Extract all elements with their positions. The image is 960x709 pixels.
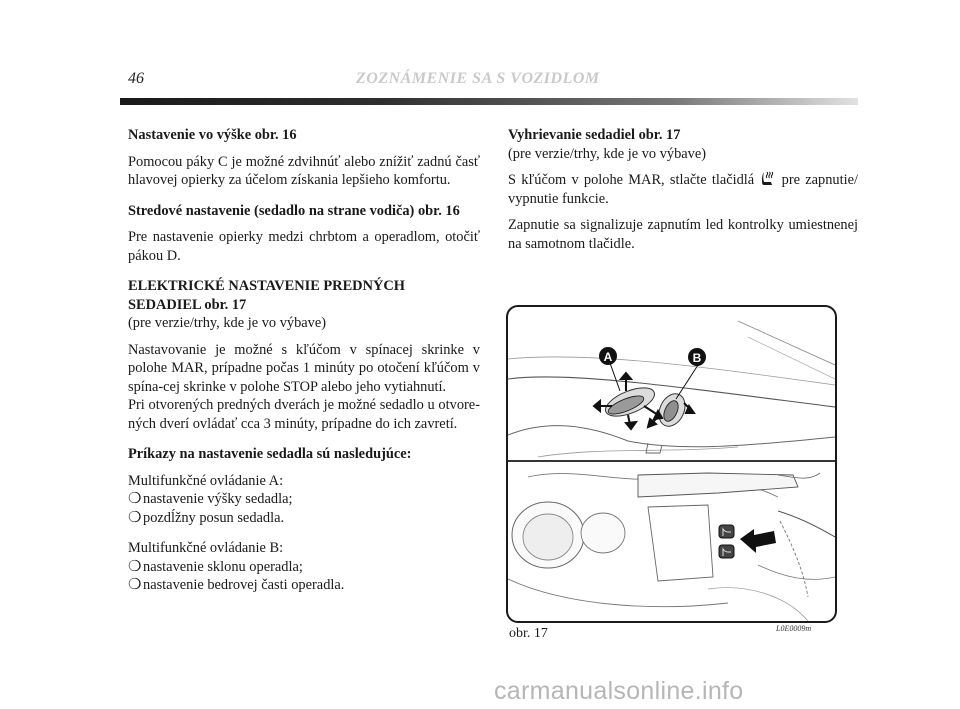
list-item-text: pozdĺžny posun sedadla. bbox=[143, 509, 285, 526]
heated-seat-icon bbox=[761, 171, 774, 187]
bullet-icon: ❍ bbox=[128, 558, 142, 575]
list-item bbox=[128, 509, 480, 528]
right-column bbox=[508, 126, 858, 253]
group-b-title: Multifunkčné ovládanie B: bbox=[128, 540, 284, 556]
text-seat-heating-2: Zapnutie sa signalizuje zapnutím led kontrolky umiestnenej na samotnom tlačidle. bbox=[508, 217, 858, 252]
list-item bbox=[128, 576, 480, 595]
page-number: 46 bbox=[128, 70, 144, 87]
group-a-title: Multifunkčné ovládanie A: bbox=[128, 472, 284, 489]
text-electric-seats-1: Nastavovanie je možné s kľúčom v spínacej skrinke v polohe MAR, prípadne počas 1 minúty po otočení kľúčom v spína-cej skrinke v polohe STOP alebo jeho vytiahnutí. bbox=[128, 341, 480, 395]
callout-a-label: A bbox=[603, 350, 613, 364]
seat-controls-illustration bbox=[508, 307, 835, 621]
callout-b-label: B bbox=[692, 351, 702, 365]
heading-commands: Príkazy na nastavenie sedadla sú nasledujúce: bbox=[128, 446, 412, 462]
text-seat-heating-1-end: pre zapnutie/ vypnutie funkcie. bbox=[508, 172, 858, 207]
list-item-text: nastavenie výšky sedadla; bbox=[143, 491, 293, 507]
heading-electric-seats bbox=[128, 277, 480, 314]
bullet-icon: ❍ bbox=[128, 577, 142, 593]
figure-17 bbox=[506, 305, 837, 623]
subtitle-seat-heating: (pre verzie/trhy, kde je vo výbave) bbox=[508, 145, 707, 162]
heading-electric-seats-line1: ELEKTRICKÉ NASTAVENIE PREDNÝCH bbox=[128, 278, 405, 294]
text-seat-heating-1-start: S kľúčom v polohe MAR, stlačte tlačidlá bbox=[508, 172, 755, 188]
watermark: carmanualsonline.info bbox=[494, 677, 744, 705]
section-title: ZOZNÁMENIE SA S VOZIDLOM bbox=[356, 70, 600, 87]
list-item-text: nastavenie bedrovej časti operadla. bbox=[143, 577, 345, 593]
heading-electric-seats-line2: SEDADIEL obr. 17 bbox=[128, 296, 247, 313]
list-item bbox=[128, 490, 480, 509]
heading-height-adjustment: Nastavenie vo výške obr. 16 bbox=[128, 127, 297, 143]
text-seat-heating-1 bbox=[508, 171, 858, 208]
list-item bbox=[128, 558, 480, 577]
heading-center-adjustment: Stredové nastavenie (sedadlo na strane vodiča) obr. 16 bbox=[128, 202, 460, 219]
figure-caption: obr. 17 bbox=[509, 626, 548, 641]
header-rule bbox=[120, 98, 858, 105]
list-item-text: nastavenie sklonu operadla; bbox=[143, 558, 303, 575]
text-height-adjustment: Pomocou páky C je možné zdvihnúť alebo znížiť zadnú časť hlavovej opierky za účelom získania lepšieho komfortu. bbox=[128, 153, 480, 188]
bullet-icon: ❍ bbox=[128, 509, 142, 526]
subtitle-electric-seats: (pre verzie/trhy, kde je vo výbave) bbox=[128, 315, 327, 331]
text-center-adjustment: Pre nastavenie opierky medzi chrbtom a operadlom, otočiť pákou D. bbox=[128, 229, 480, 264]
text-electric-seats-2: Pri otvorených predných dverách je možné sedadlo u otvore-ných dverí ovládať cca 3 minúty, prípadne do ich zavretí. bbox=[128, 397, 480, 432]
heading-seat-heating: Vyhrievanie sedadiel obr. 17 bbox=[508, 127, 681, 143]
figure-code: L0E0009m bbox=[776, 624, 812, 633]
left-column bbox=[128, 126, 480, 595]
bullet-icon: ❍ bbox=[128, 491, 142, 507]
